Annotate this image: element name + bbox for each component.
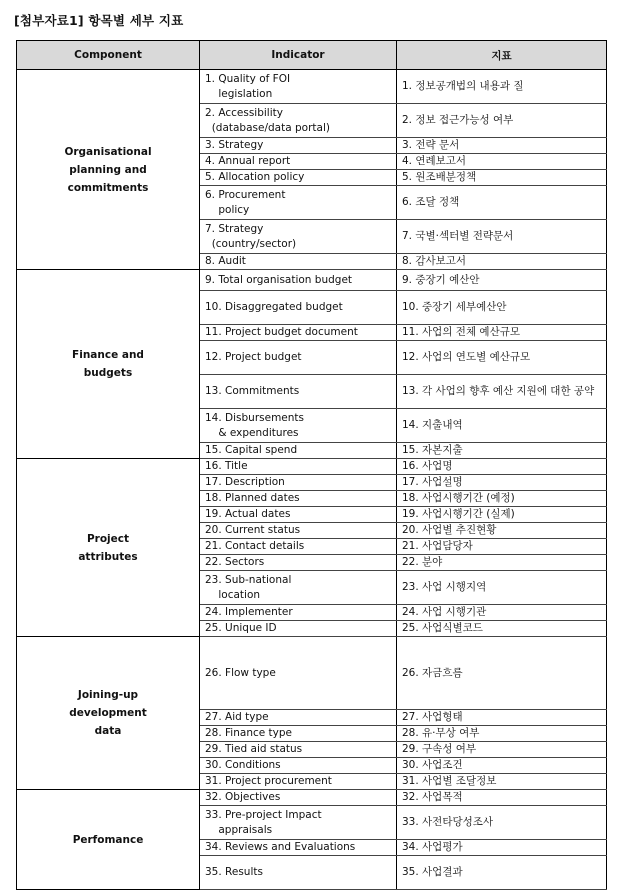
korean-indicator-cell: 33. 사전타당성조사: [397, 806, 607, 840]
indicator-cell: 26. Flow type: [200, 637, 397, 710]
korean-indicator-cell: 34. 사업평가: [397, 840, 607, 856]
indicator-cell: 2. Accessibility (database/data portal): [200, 104, 397, 138]
component-cell: [17, 270, 200, 459]
korean-indicator-cell: 2. 정보 접근가능성 여부: [397, 104, 607, 138]
table-row: [17, 790, 607, 806]
indicator-cell: 16. Title: [200, 459, 397, 475]
korean-indicator-cell: 9. 중장기 예산안: [397, 270, 607, 291]
indicator-cell: 34. Reviews and Evaluations: [200, 840, 397, 856]
indicator-cell: 23. Sub-national location: [200, 571, 397, 605]
indicator-cell: 28. Finance type: [200, 726, 397, 742]
korean-indicator-cell: 7. 국별·섹터별 전략문서: [397, 220, 607, 254]
korean-indicator-cell: 18. 사업시행기간 (예정): [397, 491, 607, 507]
component-label: Organisational planning and commitments: [64, 145, 152, 194]
indicator-table: [16, 40, 607, 890]
table-row: [17, 637, 607, 710]
indicator-cell: 12. Project budget: [200, 341, 397, 375]
korean-indicator-cell: 24. 사업 시행기관: [397, 605, 607, 621]
indicator-cell: 32. Objectives: [200, 790, 397, 806]
indicator-cell: 27. Aid type: [200, 710, 397, 726]
indicator-cell: 5. Allocation policy: [200, 170, 397, 186]
indicator-cell: 4. Annual report: [200, 154, 397, 170]
indicator-cell: 29. Tied aid status: [200, 742, 397, 758]
korean-indicator-cell: 32. 사업목적: [397, 790, 607, 806]
document-title: [첨부자료1] 항목별 세부 지표: [14, 13, 184, 28]
korean-indicator-cell: 35. 사업결과: [397, 856, 607, 890]
korean-indicator-cell: 27. 사업형태: [397, 710, 607, 726]
indicator-cell: 21. Contact details: [200, 539, 397, 555]
korean-indicator-cell: 5. 원조배분정책: [397, 170, 607, 186]
korean-indicator-cell: 11. 사업의 전체 예산규모: [397, 325, 607, 341]
korean-indicator-cell: 23. 사업 시행지역: [397, 571, 607, 605]
indicator-cell: 25. Unique ID: [200, 621, 397, 637]
indicator-cell: 8. Audit: [200, 254, 397, 270]
table-body: [17, 70, 607, 890]
header-indicator: Indicator: [200, 41, 397, 70]
korean-indicator-cell: 26. 자금흐름: [397, 637, 607, 710]
korean-indicator-cell: 20. 사업별 추진현황: [397, 523, 607, 539]
indicator-cell: 24. Implementer: [200, 605, 397, 621]
korean-indicator-cell: 14. 지출내역: [397, 409, 607, 443]
korean-indicator-cell: 22. 분야: [397, 555, 607, 571]
component-label: Joining-up development data: [69, 689, 147, 737]
indicator-cell: 14. Disbursements & expenditures: [200, 409, 397, 443]
indicator-cell: 9. Total organisation budget: [200, 270, 397, 291]
table-header-row: [17, 41, 607, 70]
table-row: [17, 270, 607, 291]
indicator-cell: 11. Project budget document: [200, 325, 397, 341]
component-label: Project attributes: [78, 532, 138, 563]
korean-indicator-cell: 31. 사업별 조달정보: [397, 774, 607, 790]
korean-indicator-cell: 19. 사업시행기간 (실제): [397, 507, 607, 523]
korean-indicator-cell: 13. 각 사업의 향후 예산 지원에 대한 공약: [397, 375, 607, 409]
component-cell: [17, 790, 200, 890]
indicator-cell: 20. Current status: [200, 523, 397, 539]
indicator-cell: 10. Disaggregated budget: [200, 291, 397, 325]
header-component: Component: [17, 41, 200, 70]
korean-indicator-cell: 28. 유·무상 여부: [397, 726, 607, 742]
indicator-cell: 31. Project procurement: [200, 774, 397, 790]
korean-indicator-cell: 30. 사업조건: [397, 758, 607, 774]
component-cell: [17, 459, 200, 637]
indicator-cell: 35. Results: [200, 856, 397, 890]
indicator-cell: 17. Description: [200, 475, 397, 491]
korean-indicator-cell: 1. 정보공개법의 내용과 질: [397, 70, 607, 104]
korean-indicator-cell: 6. 조달 정책: [397, 186, 607, 220]
component-label: Finance and budgets: [72, 349, 144, 379]
table-row: [17, 70, 607, 104]
indicator-cell: 19. Actual dates: [200, 507, 397, 523]
indicator-cell: 13. Commitments: [200, 375, 397, 409]
korean-indicator-cell: 17. 사업설명: [397, 475, 607, 491]
korean-indicator-cell: 29. 구속성 여부: [397, 742, 607, 758]
component-cell: [17, 70, 200, 270]
korean-indicator-cell: 4. 연례보고서: [397, 154, 607, 170]
korean-indicator-cell: 25. 사업식별코드: [397, 621, 607, 637]
korean-indicator-cell: 16. 사업명: [397, 459, 607, 475]
korean-indicator-cell: 15. 자본지출: [397, 443, 607, 459]
korean-indicator-cell: 8. 감사보고서: [397, 254, 607, 270]
indicator-cell: 30. Conditions: [200, 758, 397, 774]
korean-indicator-cell: 21. 사업담당자: [397, 539, 607, 555]
header-korean: 지표: [397, 41, 607, 70]
indicator-cell: 22. Sectors: [200, 555, 397, 571]
korean-indicator-cell: 3. 전략 문서: [397, 138, 607, 154]
indicator-cell: 15. Capital spend: [200, 443, 397, 459]
korean-indicator-cell: 10. 중장기 세부예산안: [397, 291, 607, 325]
component-label: Perfomance: [72, 833, 144, 846]
component-cell: [17, 637, 200, 790]
indicator-cell: 6. Procurement policy: [200, 186, 397, 220]
table-row: [17, 459, 607, 475]
indicator-cell: 3. Strategy: [200, 138, 397, 154]
indicator-cell: 18. Planned dates: [200, 491, 397, 507]
indicator-cell: 33. Pre-project Impact appraisals: [200, 806, 397, 840]
indicator-cell: 7. Strategy (country/sector): [200, 220, 397, 254]
indicator-cell: 1. Quality of FOI legislation: [200, 70, 397, 104]
korean-indicator-cell: 12. 사업의 연도별 예산규모: [397, 341, 607, 375]
